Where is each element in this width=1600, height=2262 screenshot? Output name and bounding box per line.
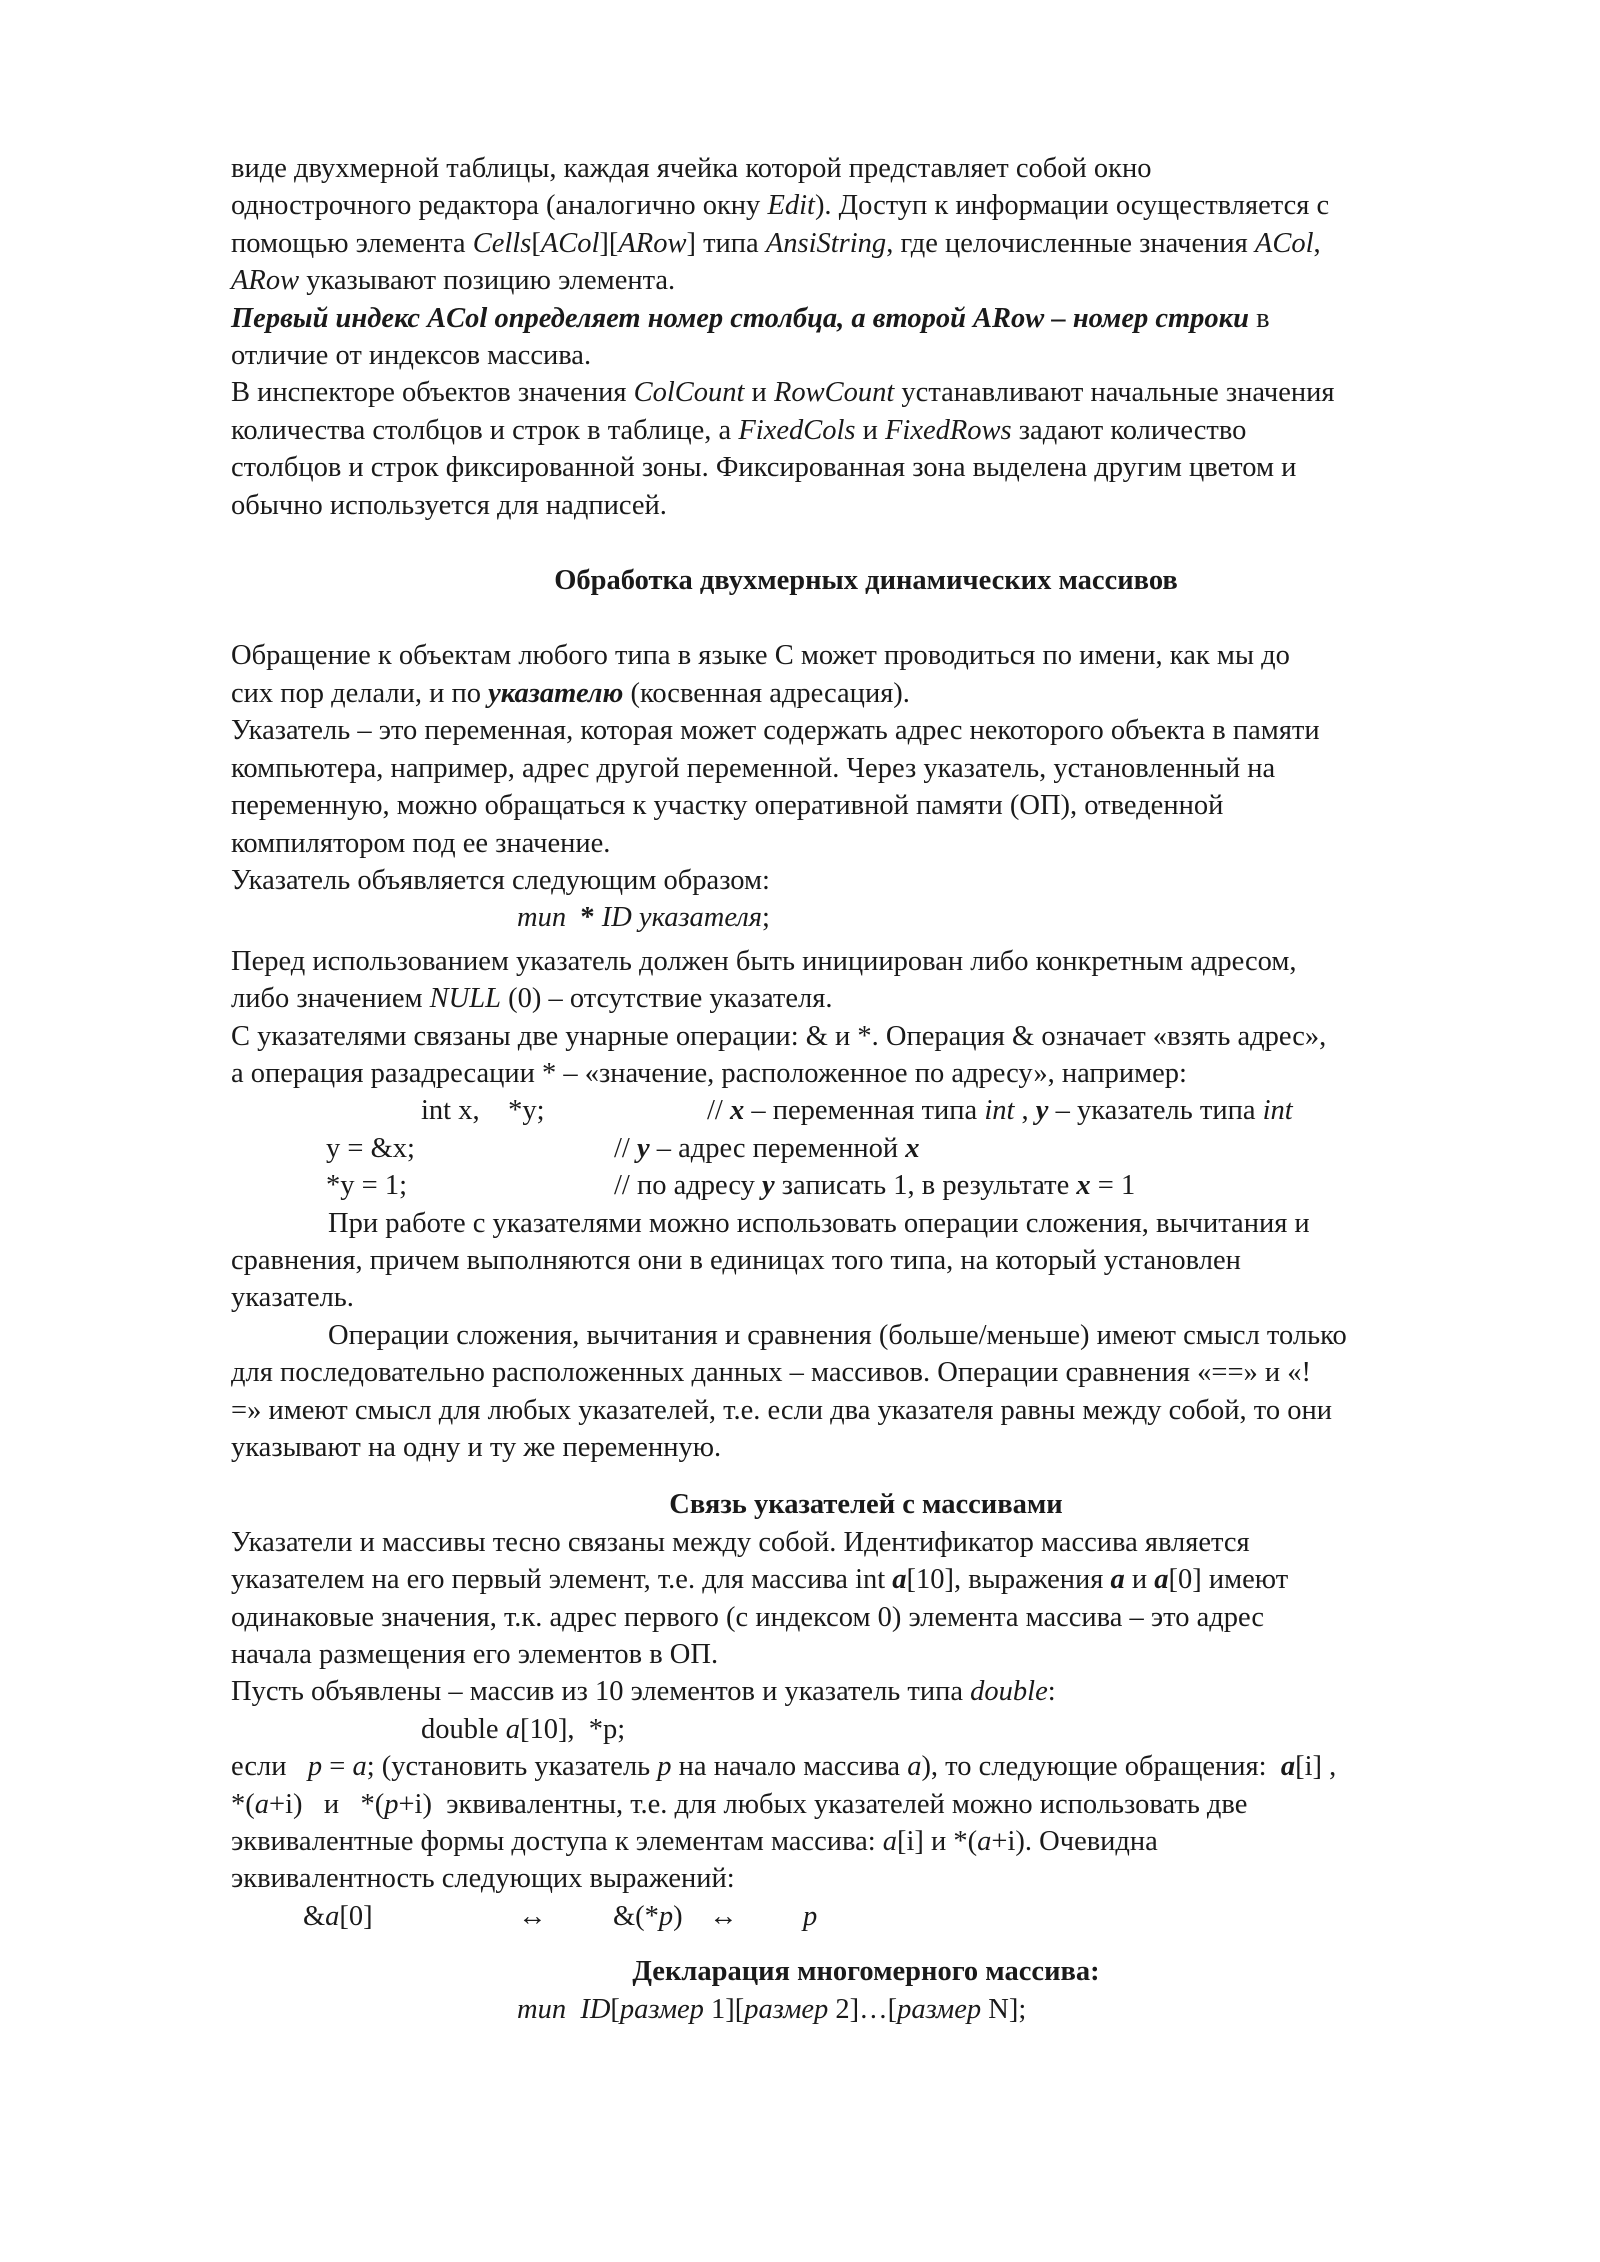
paragraph-line: помощью элемента Cells[ACol][ARow] типа AnsiString, где целочисленные значения ACol, — [231, 227, 1321, 259]
paragraph-line: виде двухмерной таблицы, каждая ячейка которой представляет собой окно — [231, 153, 1152, 184]
paragraph-line: сравнения, причем выполняются они в единицах того типа, на который установлен — [231, 1244, 1241, 1276]
code-line — [231, 1167, 1501, 1204]
paragraph-line: указывают на одну и ту же переменную. — [231, 1431, 722, 1463]
equivalence-line — [231, 1898, 1501, 1935]
arrow-icon: ↔ — [518, 1900, 547, 1932]
code-text: *y = 1; — [326, 1170, 407, 1202]
expression: &(*p) — [613, 1900, 683, 1932]
paragraph-line: сих пор делали, и по указателю (косвенная адресация). — [231, 677, 910, 709]
code-line — [231, 1130, 1501, 1167]
code-comment: // y – адрес переменной x — [614, 1132, 920, 1164]
paragraph-line: ARow указывают позицию элемента. — [231, 265, 676, 297]
paragraph-line: компилятором под ее значение. — [231, 827, 611, 859]
code-comment: // x – переменная типа int , y – указатель типа int — [707, 1095, 1293, 1127]
paragraph-line: указателем на его первый элемент, т.е. для массива int a[10], выражения a и a[0] имеют — [231, 1564, 1289, 1596]
section-heading: Декларация многомерного массива: — [632, 1956, 1100, 1988]
paragraph-line: эквивалентность следующих выражений: — [231, 1863, 735, 1895]
paragraph-line: Перед использованием указатель должен быть инициирован либо конкретным адресом, — [231, 945, 1297, 977]
section-heading: Связь указателей с массивами — [669, 1489, 1063, 1521]
expression: p — [803, 1900, 818, 1932]
paragraph-line: обычно используется для надписей. — [231, 489, 667, 521]
code-line — [231, 1092, 1501, 1129]
paragraph-line: При работе с указателями можно использовать операции сложения, вычитания и — [328, 1207, 1310, 1239]
document-page — [231, 150, 1501, 2028]
paragraph-line: либо значением NULL (0) – отсутствие указателя. — [231, 983, 833, 1015]
multidim-declaration: тип ID[размер 1][размер 2]…[размер N]; — [517, 1993, 1027, 2025]
paragraph-line: а операция разадресации * – «значение, расположенное по адресу», например: — [231, 1057, 1187, 1089]
paragraph-line: В инспекторе объектов значения ColCount и RowCount устанавливают начальные значения — [231, 377, 1335, 409]
paragraph-line: отличие от индексов массива. — [231, 340, 592, 372]
paragraph-line: если p = a; (установить указатель p на начало массива a), то следующие обращения: a[i] , — [231, 1751, 1337, 1783]
paragraph-line: эквивалентные формы доступа к элементам массива: a[i] и *(a+i). Очевидна — [231, 1826, 1158, 1858]
expression: &a[0] — [303, 1900, 373, 1932]
paragraph-line: одинаковые значения, т.к. адрес первого (с индексом 0) элемента массива – это адрес — [231, 1601, 1264, 1633]
paragraph-line: для последовательно расположенных данных – массивов. Операции сравнения «==» и «! — [231, 1357, 1312, 1389]
paragraph-line: Операции сложения, вычитания и сравнения (больше/меньше) имеют смысл только — [328, 1319, 1347, 1351]
arrow-icon: ↔ — [709, 1900, 738, 1932]
paragraph-line: столбцов и строк фиксированной зоны. Фиксированная зона выделена другим цветом и — [231, 452, 1297, 484]
code-comment: // по адресу y записать 1, в результате x = 1 — [614, 1170, 1136, 1202]
paragraph-line: *(a+i) и *(p+i) эквивалентны, т.е. для любых указателей можно использовать две — [231, 1788, 1248, 1820]
paragraph-line: Указатель объявляется следующим образом: — [231, 864, 770, 896]
paragraph-line: однострочного редактора (аналогично окну Edit). Доступ к информации осуществляется с — [231, 190, 1330, 222]
paragraph-line: компьютера, например, адрес другой переменной. Через указатель, установленный на — [231, 752, 1276, 784]
paragraph-line: количества столбцов и строк в таблице, а FixedCols и FixedRows задают количество — [231, 414, 1247, 446]
array-declaration: double a[10], *p; — [421, 1713, 626, 1745]
paragraph-line: Первый индекс ACol определяет номер столбца, а второй ARow – номер строки в — [231, 302, 1270, 334]
paragraph-line: С указателями связаны две унарные операции: & и *. Операция & означает «взять адрес», — [231, 1020, 1327, 1052]
paragraph-line: переменную, можно обращаться к участку оперативной памяти (ОП), отведенной — [231, 790, 1224, 822]
pointer-declaration: тип * ID указателя; — [517, 902, 770, 934]
paragraph-line: Указатель – это переменная, которая может содержать адрес некоторого объекта в памяти — [231, 715, 1320, 747]
section-heading: Обработка двухмерных динамических массивов — [554, 565, 1178, 597]
paragraph-line: начала размещения его элементов в ОП. — [231, 1638, 719, 1670]
paragraph-line: Обращение к объектам любого типа в языке С может проводиться по имени, как мы до — [231, 640, 1290, 672]
paragraph-line: Пусть объявлены – массив из 10 элементов и указатель типа double: — [231, 1676, 1056, 1708]
paragraph-line: =» имеют смысл для любых указателей, т.е. если два указателя равны между собой, то они — [231, 1394, 1333, 1426]
code-text: int x, *y; — [421, 1095, 545, 1127]
paragraph-line: указатель. — [231, 1282, 354, 1314]
paragraph-line: Указатели и массивы тесно связаны между собой. Идентификатор массива является — [231, 1526, 1250, 1558]
code-text: y = &x; — [326, 1132, 415, 1164]
